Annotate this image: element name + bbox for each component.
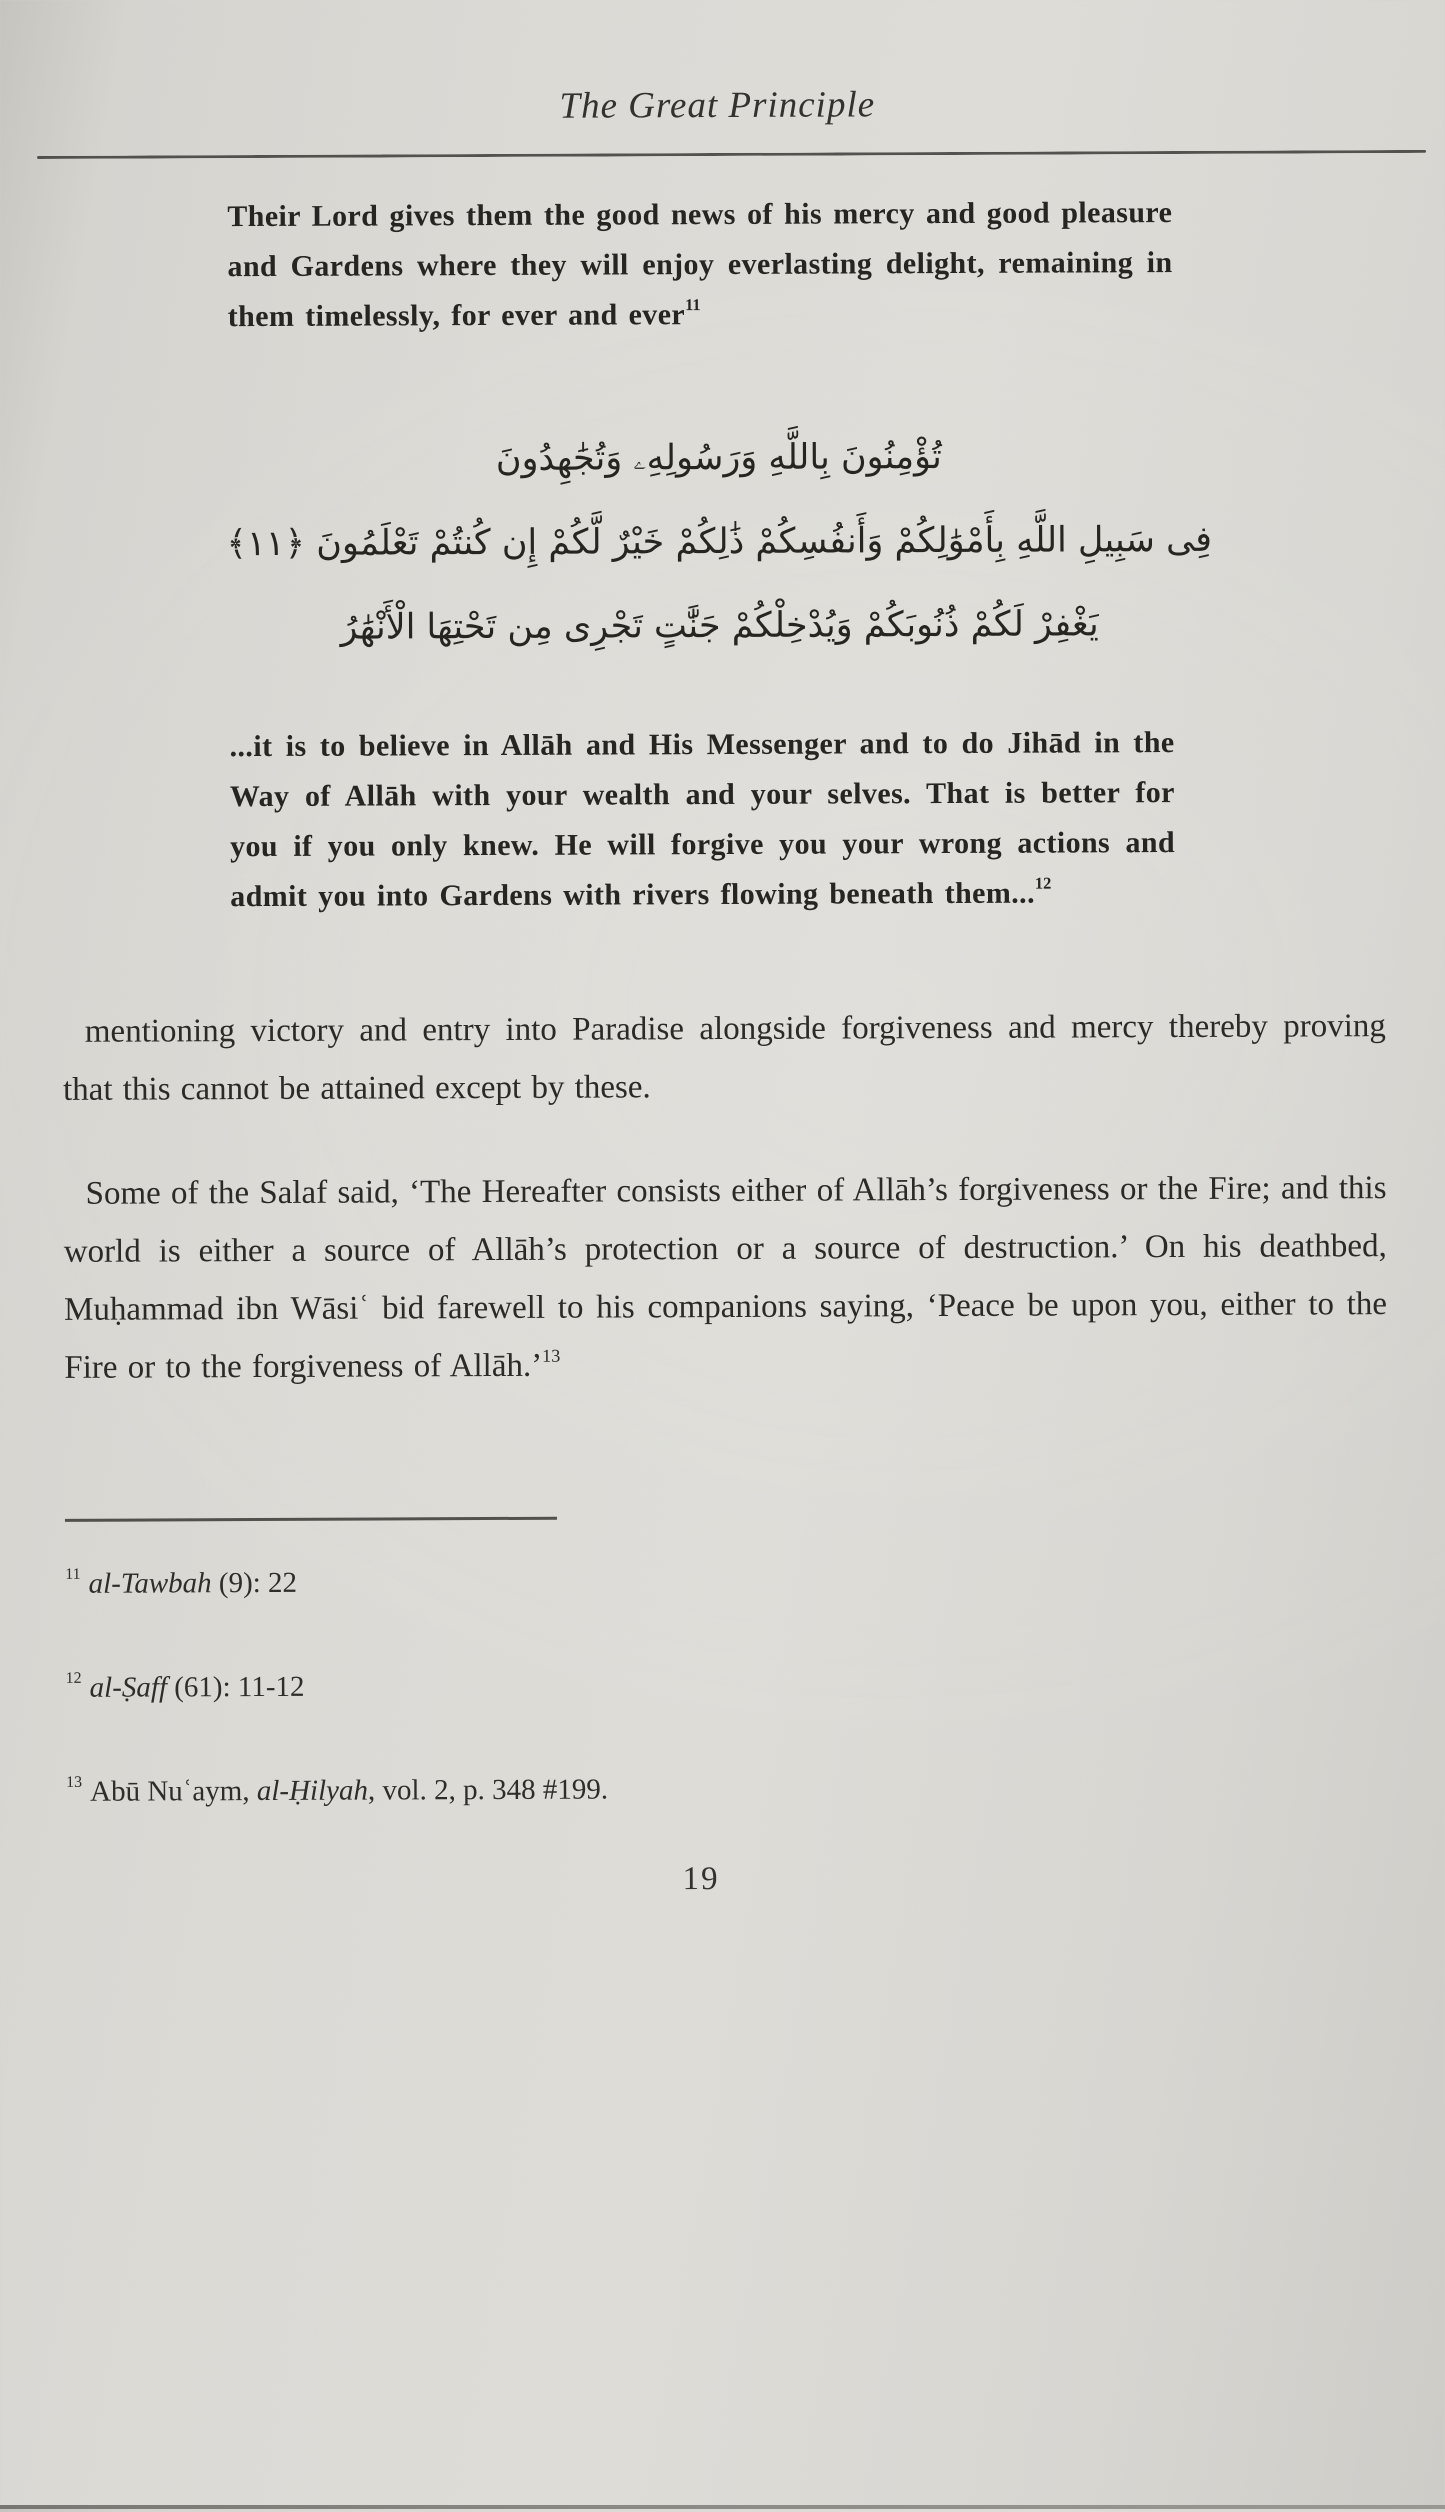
paragraph-2-text: Some of the Salaf said, ‘The Hereafter consists either of Allāh’s forgiveness or the Fire; and this world is either a source of Allāh’s protection or a source of destruction.’ On his deathbed, Muḥammad ibn Wāsiʿ bid farewell to his companions saying, ‘Peace be upon you, either to the Fire or to the forgiveness of Allāh.’ [64,1170,1387,1386]
footnote-11-source: al-Tawbah [89,1567,212,1600]
body-paragraph-1 [63,997,1386,1119]
quran-translation-quote-1 [227,188,1173,342]
footnote-13-source: al-Ḥilyah [257,1775,368,1807]
footnote-13-prefix: Abū Nuʿaym, [90,1775,257,1808]
footnote-marker-11: 11 [685,295,701,314]
book-bottom-edge-shadow [0,2505,1445,2509]
footnote-13-reference: , vol. 2, p. 348 #199. [368,1774,608,1807]
footnote-11 [65,1558,1388,1604]
footnote-12-number: 12 [66,1670,82,1687]
footnote-13-number: 13 [66,1774,82,1791]
footnote-marker-12: 12 [1035,874,1052,893]
book-page [0,81,1445,2512]
footnote-13 [66,1766,1389,1812]
body-paragraph-2 [63,1159,1387,1397]
paragraph-1-text: mentioning victory and entry into Paradise alongside forgiveness and mercy thereby proving that this cannot be attained except by these. [63,1008,1386,1108]
footnote-12 [66,1662,1389,1708]
quran-arabic-verse [0,413,1442,671]
quote-2-text: ...it is to believe in Allāh and His Messenger and to do Jihād in the Way of Allāh with your wealth and your selves. That is better for you if you only knew. He will forgive you your wrong actions and admit you into Gardens with rivers flowing beneath them... [230,726,1176,913]
footnote-separator-rule [65,1517,557,1522]
page-number: 19 [2,1858,1399,1901]
arabic-line-1: تُؤْمِنُونَ بِاللَّهِ وَرَسُولِهِۦ وَتُجَٰهِدُونَ [0,413,1442,503]
running-header-title: The Great Principle [0,81,1440,130]
arabic-line-2: فِى سَبِيلِ اللَّهِ بِأَمْوَٰلِكُمْ وَأَنفُسِكُمْ ذَٰلِكُمْ خَيْرٌ لَّكُمْ إِن كُنتُمْ تَعْلَمُونَ ﴿١١﴾ [0,497,1442,587]
footnote-12-reference: (61): 11-12 [167,1671,305,1704]
footnote-marker-13: 13 [542,1346,560,1366]
quote-1-text: Their Lord gives them the good news of his mercy and good pleasure and Gardens where they will enjoy everlasting delight, remaining in them timelessly, for ever and ever [227,196,1172,333]
footnote-12-source: al-Ṣaff [90,1671,167,1703]
header-rule [37,150,1426,159]
arabic-line-3: يَغْفِرْ لَكُمْ ذُنُوبَكُمْ وَيُدْخِلْكُمْ جَنَّٰتٍ تَجْرِى مِن تَحْتِهَا الْأَنْهَٰرُ [0,581,1442,671]
quran-translation-quote-2 [229,718,1175,922]
footnote-11-number: 11 [65,1566,80,1583]
footnote-11-reference: (9): 22 [212,1567,298,1599]
